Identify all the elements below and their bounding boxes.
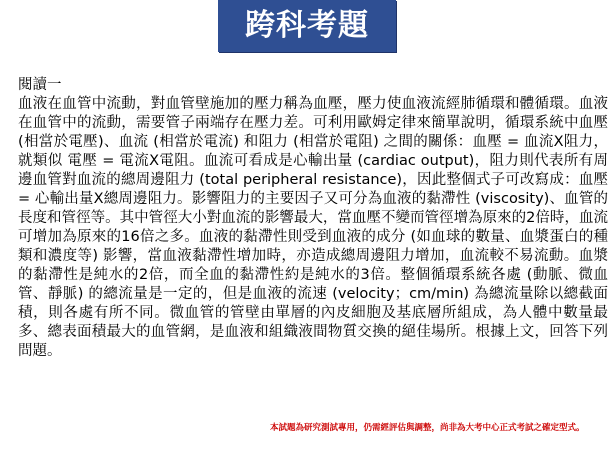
title-banner: [218, 0, 396, 52]
reading-passage: 血液在血管中流動，對血管壁施加的壓力稱為血壓，壓力使血液流經肺循環和體循環。血液在血管中的流動，需要管子兩端存在壓力差。可利用歐姆定律來簡單說明，循環系統中血壓 (相當於電壓)、血流 (相當於電流) 和阻力 (相當於電阻) 之間的關係：血壓 = 血流X阻力，就類似 電壓 = 電流X電阻。血流可看成是心輸出量 (cardiac output)，阻力則代表所有周邊血管對血流的總周邊阻力 (total peripheral resistance)，因此整個式子可改寫成：血壓 = 心輸出量X總周邊阻力。影響阻力的主要因子又可分為血液的黏滯性 (viscosity)、血管的長度和管徑等。其中管徑大小對血流的影響最大，當血壓不變而管徑增為原來的2倍時，血流可增加為原來的16倍之多。血液的黏滯性則受到血液的成分 (如血球的數量、血漿蛋白的種類和濃度等) 影響，當血液黏滯性增加時，亦造成總周邊阻力增加，血流較不易流動。血漿的黏滯性是純水的2倍，而全血的黏滯性約是純水的3倍。整個循環系統各處 (動脈、微血管、靜脈) 的總流量是一定的，但是血液的流速 (velocity；cm/min) 為總流量除以總截面積，則各處有所不同。微血管的管壁由單層的內皮細胞及基底層所組成，為人體中數量最多、總表面積最大的血管網，是血液和組織液間物質交換的絕佳場所。根據上文，回答下列問題。: [18, 96, 608, 359]
page-title: 跨科考題: [245, 8, 369, 43]
section-label: 閱讀一: [18, 77, 62, 93]
disclaimer-note: 本試題為研究測試專用，仍需經評估與調整，尚非為大考中心正式考試之確定型式。: [270, 423, 585, 433]
reading-section: [18, 76, 608, 361]
